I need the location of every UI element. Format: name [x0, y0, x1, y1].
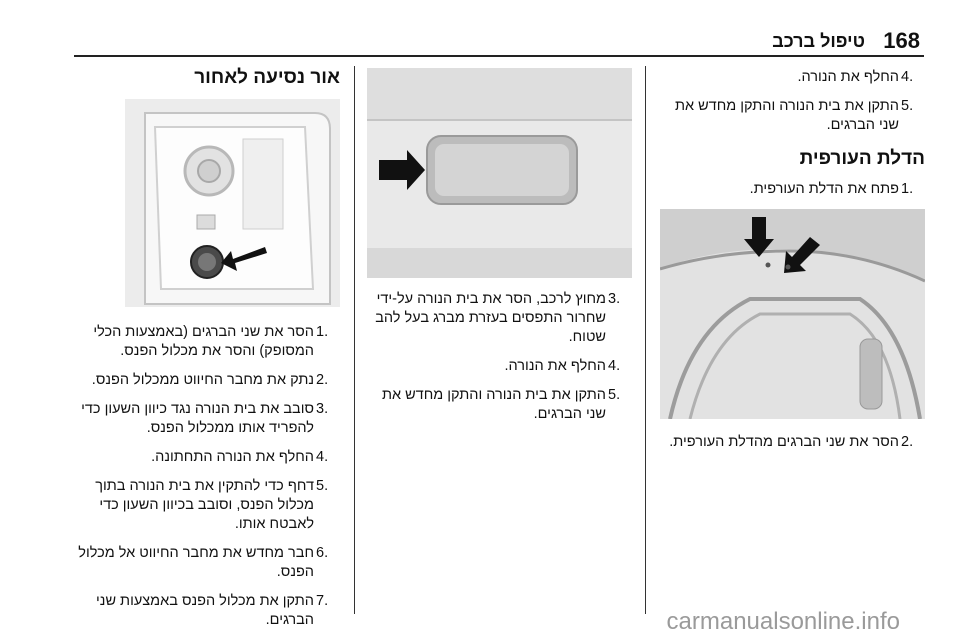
heading-reverse-light: אור נסיעה לאחור	[194, 67, 340, 88]
license-lamp-figure	[367, 68, 632, 278]
step-item: .3 מחוץ לרכב, הסר את בית הנורה על-ידי שחרור התפסים בעזרת מברג בעל להב שטוח.	[375, 291, 621, 345]
reverse-lamp-illustration	[125, 99, 340, 307]
heading-tailgate: הדלת העורפית	[799, 148, 925, 169]
right-steps-top	[660, 68, 925, 135]
watermark: carmanualsonline.info	[666, 608, 900, 635]
step-item: .5 התקן את בית הנורה והתקן מחדש את שני הברגים.	[381, 387, 621, 422]
section-title: טיפול ברכב	[772, 31, 865, 51]
step-item: .7 התקן את מכלול הפנס באמצעות שני הברגים.	[96, 593, 329, 628]
page-header	[0, 0, 960, 60]
right-column	[660, 68, 925, 462]
middle-steps	[367, 290, 632, 424]
right-steps-mid	[660, 180, 925, 199]
step-item: .2 נתק את מחבר החיווט ממכלול הפנס.	[91, 372, 329, 388]
tailgate-illustration	[660, 209, 925, 419]
reverse-light-figure	[125, 99, 340, 307]
step-item: .4 החלף את הנורה התחתונה.	[151, 449, 329, 465]
step-item: .5 דחף כדי להתקין את בית הנורה בתוך מכלול הפנס, וסובב בכיוון השעון כדי לאבטח אותו.	[95, 478, 329, 532]
column-divider-left	[354, 66, 355, 614]
step-item: .4 החלף את הנורה.	[504, 358, 621, 374]
step-item: .3 סובב את בית הנורה נגד כיוון השעון כדי להפריד אותו ממכלול הפנס.	[81, 401, 329, 436]
step-item: .4 החלף את הנורה.	[797, 69, 914, 85]
page-number: 168	[883, 28, 920, 53]
step-item: .5 התקן את בית הנורה והתקן מחדש את שני הברגים.	[674, 98, 914, 133]
left-column	[75, 68, 340, 640]
step-item: .2 הסר את שני הברגים מהדלת העורפית.	[669, 434, 914, 450]
middle-column	[367, 68, 632, 434]
header-rule	[74, 55, 924, 57]
license-lamp-illustration	[367, 68, 632, 278]
tailgate-figure	[660, 209, 925, 419]
step-item: .1 פתח את הדלת העורפית.	[749, 181, 914, 197]
left-steps	[75, 323, 340, 630]
step-item: .1 הסר את שני הברגים (באמצעות הכלי המסופק) והסר את מכלול הפנס.	[93, 324, 329, 359]
right-steps-bottom	[660, 433, 925, 452]
column-divider-right	[645, 66, 646, 614]
step-item: .6 חבר מחדש את מחבר החיווט אל מכלול הפנס.	[78, 545, 329, 580]
